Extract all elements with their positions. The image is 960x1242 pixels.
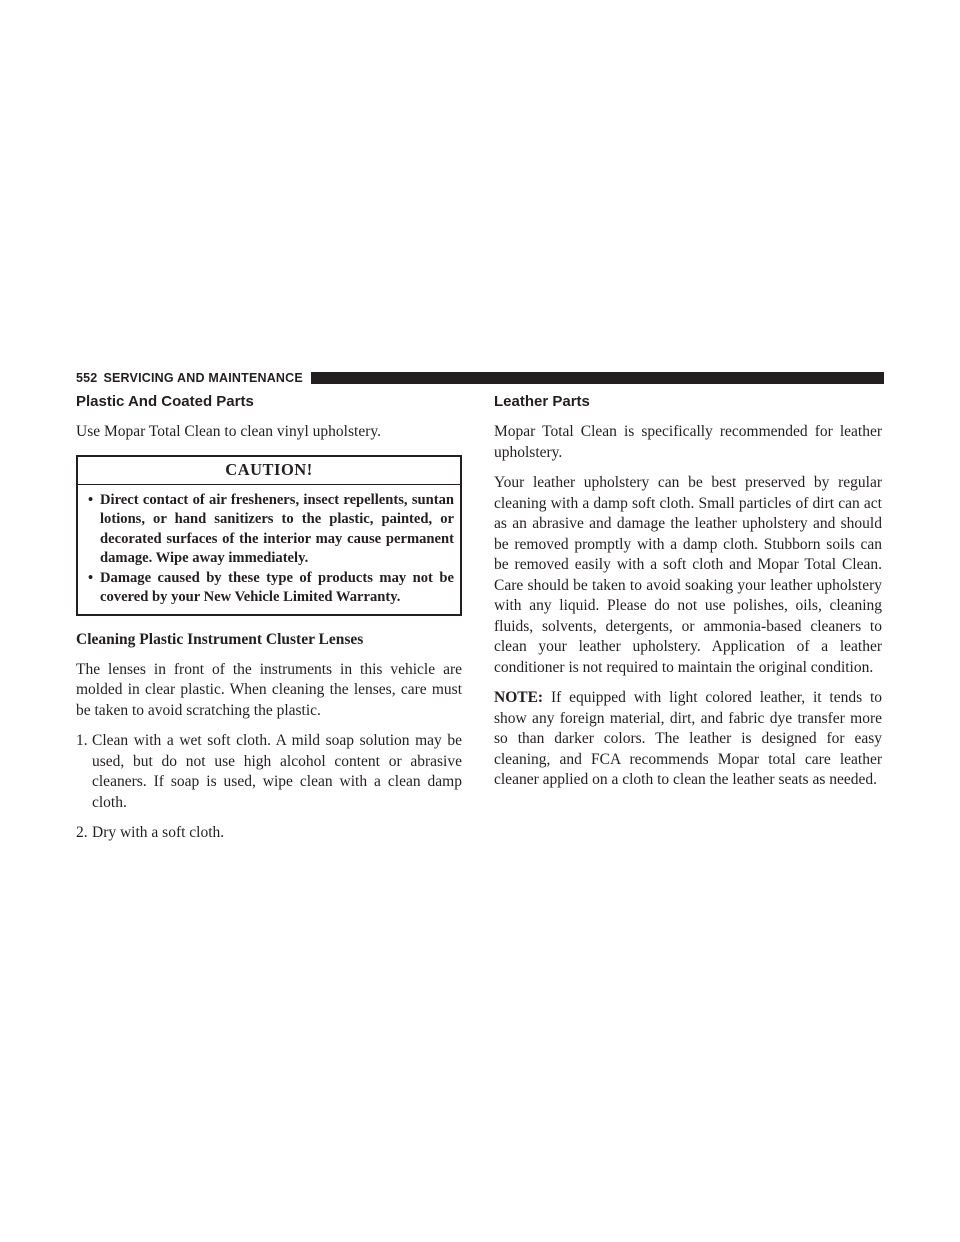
caution-item (88, 569, 454, 608)
step-item (76, 731, 462, 813)
step-item (76, 823, 462, 844)
bullet-icon: • (88, 569, 94, 586)
right-column (494, 392, 882, 801)
note-paragraph (494, 688, 882, 791)
step-number: 2. (76, 824, 88, 841)
left-column (76, 392, 462, 854)
caution-list (78, 485, 460, 614)
section-title: SERVICING AND MAINTENANCE (103, 371, 303, 385)
page-number: 552 (76, 371, 98, 385)
step-text: Clean with a wet soft cloth. A mild soap solution may be used, but do not use high alcohol content or abrasive cleaners. If soap is used, wipe clean with a clean damp cloth. (92, 732, 462, 811)
leather-paragraph: Mopar Total Clean is specifically recommended for leather upholstery. (494, 423, 882, 461)
leather-paragraph: Your leather upholstery can be best preserved by regular cleaning with a damp soft cloth. Small particles of dirt can act as an abrasive and damage the leather upholstery and should be removed promptly with a damp cloth. Stubborn soils can be removed easily with a soft cloth and Mopar Total Clean. Care should be taken to avoid soaking your leather upholstery with any liquid. Please do not use polishes, oils, cleaning fluids, solvents, detergents, or ammonia-based cleaners to clean your leather upholstery. Application of a leather conditioner is not required to maintain the original condition. (494, 474, 882, 676)
step-text: Dry with a soft cloth. (92, 824, 225, 841)
lenses-paragraph: The lenses in front of the instruments in this vehicle are molded in clear plastic. When cleaning the lenses, care must be taken to avoid scratching the plastic. (76, 660, 462, 719)
plastic-parts-heading: Plastic And Coated Parts (76, 393, 254, 410)
leather-parts-heading: Leather Parts (494, 393, 590, 410)
bullet-icon: • (88, 491, 94, 508)
caution-title: CAUTION! (78, 457, 460, 485)
lenses-subheading: Cleaning Plastic Instrument Cluster Lenses (76, 630, 364, 648)
header-rule (311, 372, 884, 384)
note-label: NOTE: (494, 689, 544, 706)
page-header (76, 370, 884, 386)
plastic-parts-intro: Use Mopar Total Clean to clean vinyl upholstery. (76, 423, 381, 440)
caution-item-text: Direct contact of air fresheners, insect repellents, suntan lotions, or hand sanitizers to the plastic, painted, or decorated surfaces of the interior may cause permanent damage. Wipe away immediately. (100, 491, 454, 566)
cleaning-steps (76, 731, 462, 844)
caution-box (76, 455, 462, 616)
caution-item (88, 491, 454, 569)
caution-item-text: Damage caused by these type of products may not be covered by your New Vehicle Limited Warranty. (100, 569, 454, 605)
step-number: 1. (76, 732, 88, 749)
note-text: If equipped with light colored leather, it tends to show any foreign material, dirt, and fabric dye transfer more so than darker colors. The leather is designed for easy cleaning, and FCA recommends Mopar total care leather cleaner applied on a cloth to clean the leather seats as needed. (494, 689, 883, 788)
